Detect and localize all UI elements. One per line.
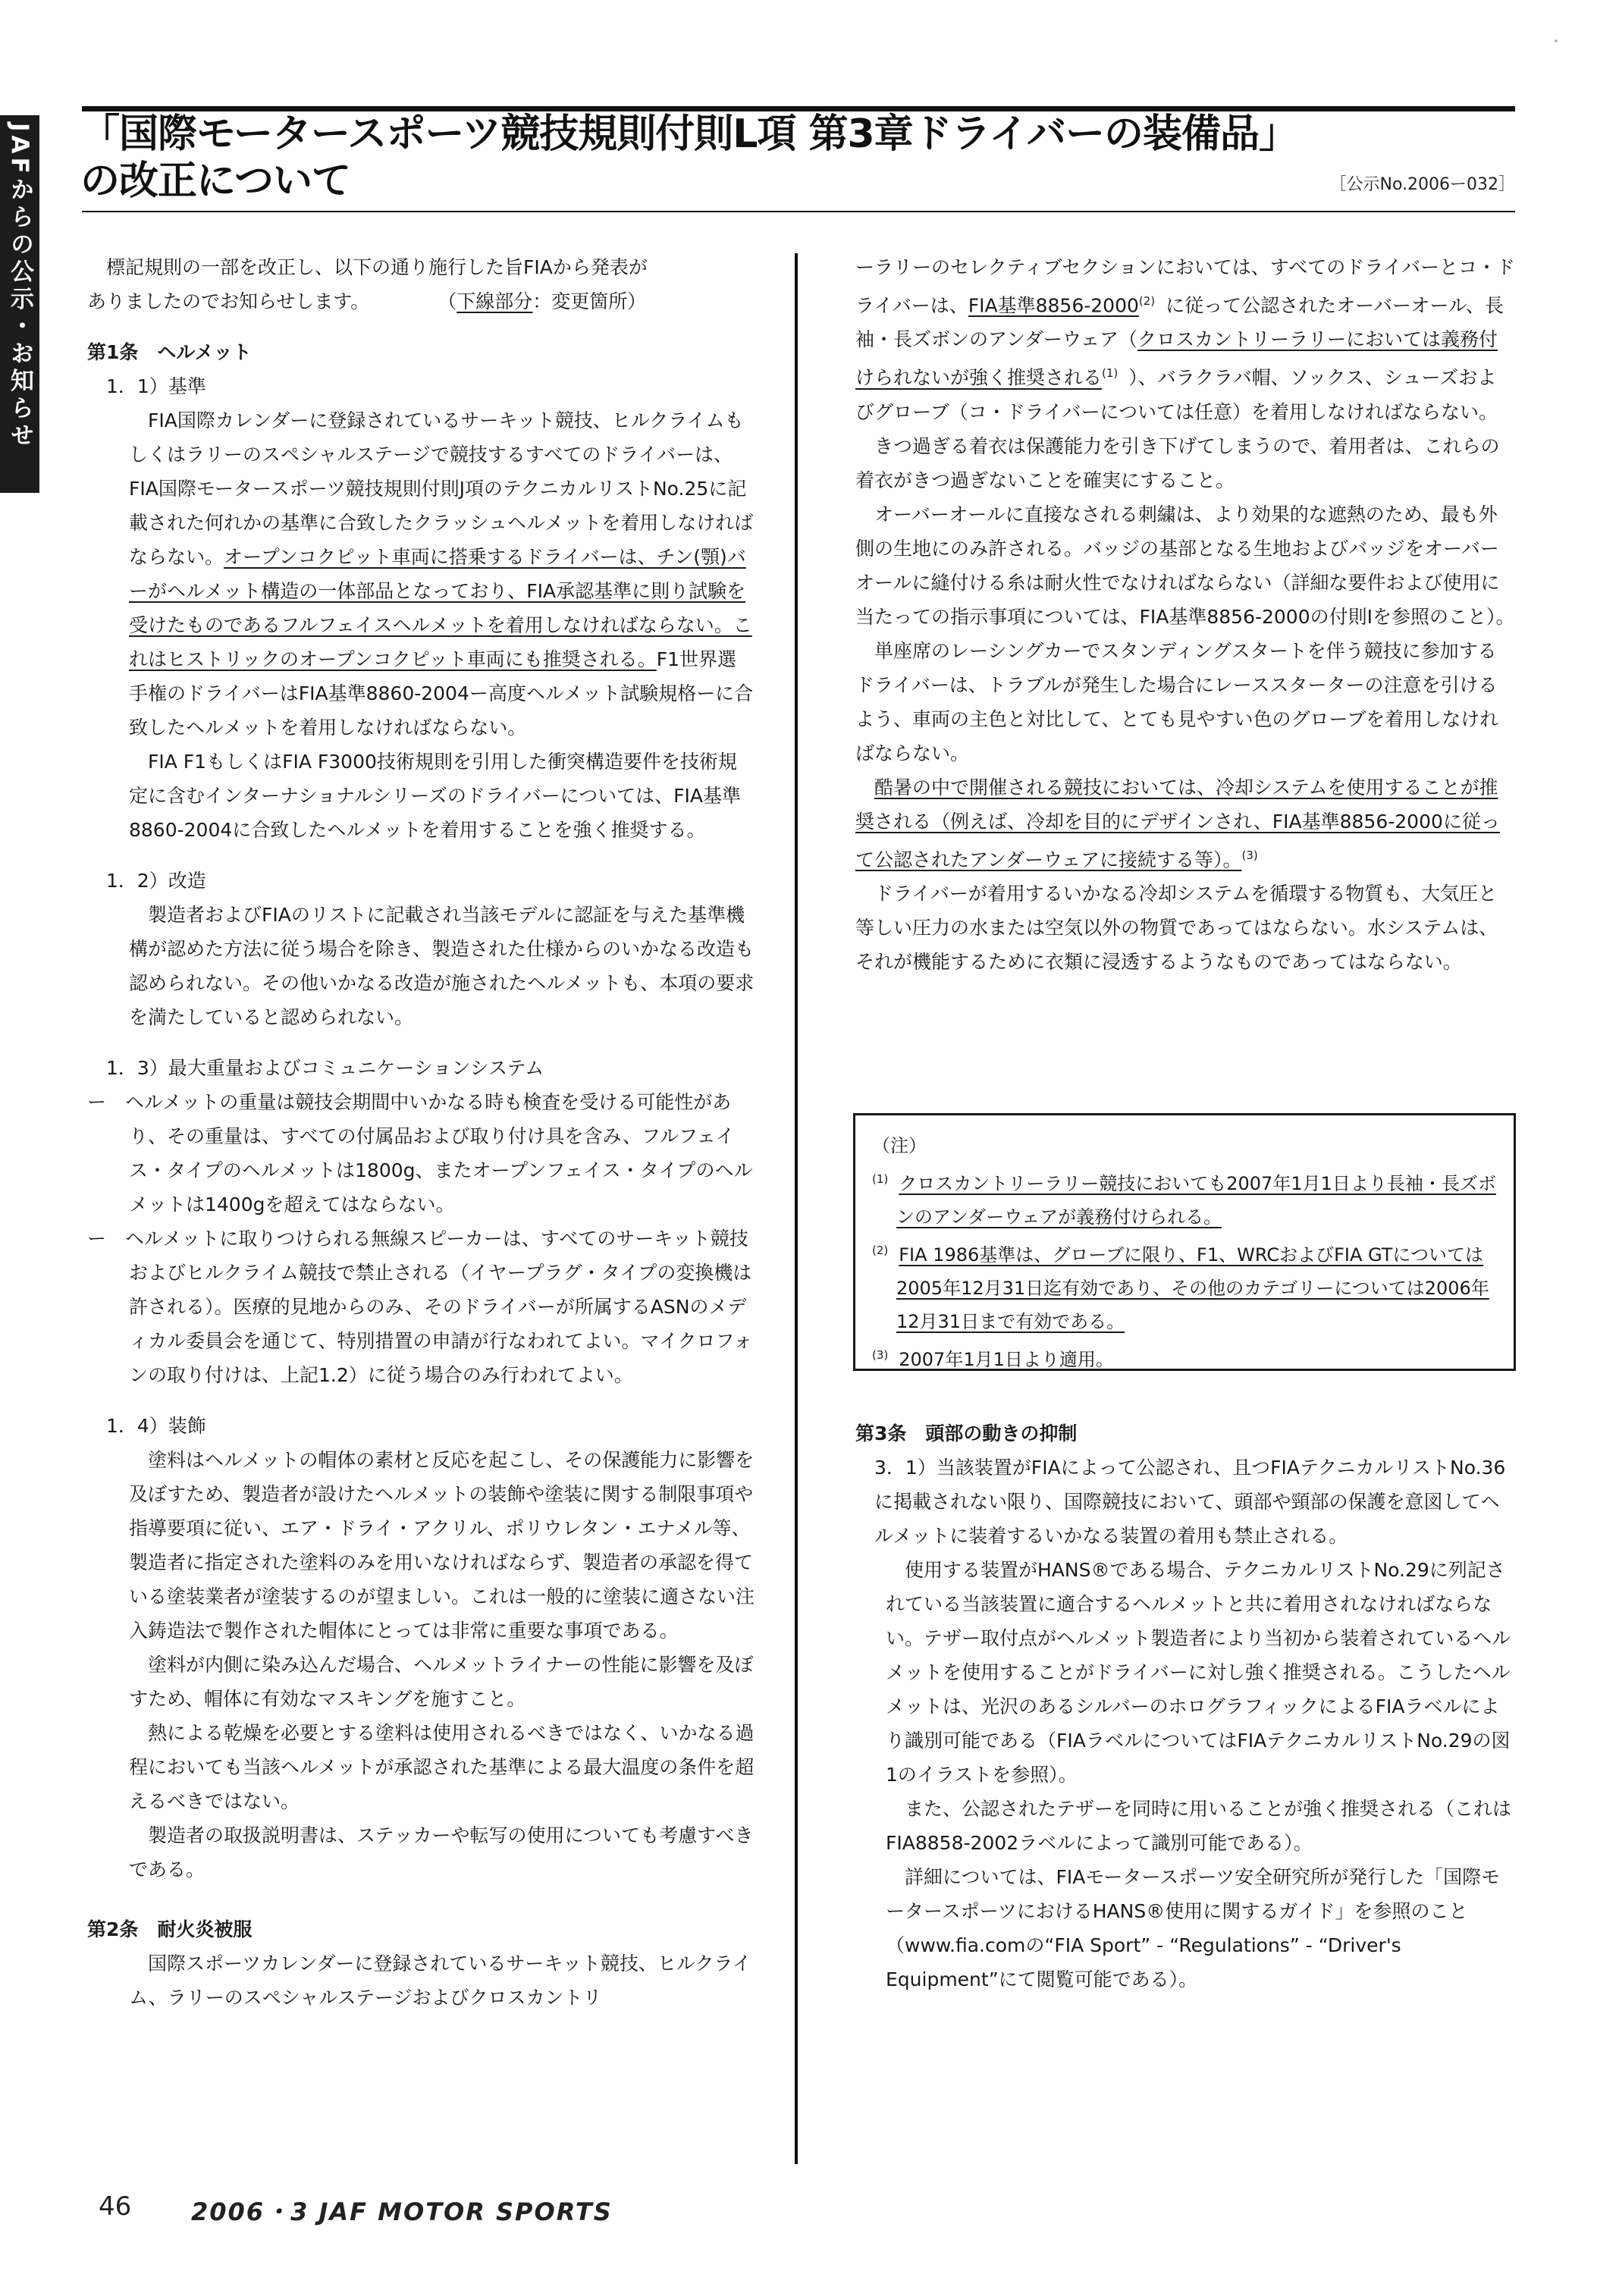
notes-title: （注）: [872, 1135, 927, 1156]
article1-heading: 第1条 ヘルメット: [87, 341, 252, 363]
underline-legend: 下線部分: [457, 290, 533, 312]
article3-paragraph3: また、公認されたテザーを同時に用いることが強く推奨される（これはFIA8858-2002ラベルによって識別可能である）。: [886, 1798, 1512, 1854]
section-1-4-heading: 1．4）装飾: [106, 1415, 206, 1437]
section-1-2-paragraph: 製造者およびFIAのリストに記載され当該モデルに認証を与えた基準機構が認めた方法に従う場合を除き、製造された仕様からのいかなる改造も認められない。その他いかなる改造が施されたヘルメットも、本項の要求を満たしていると認められない。: [129, 904, 755, 1028]
page-title: [80, 111, 1521, 205]
note-item: $^{(1)}$ クロスカントリーラリー競技においても2007年1月1日より長袖・長ズボンのアンダーウェアが義務付けられる。: [872, 1172, 1496, 1228]
page-title-line2: の改正について: [80, 158, 350, 204]
notes-box: [853, 1113, 1516, 1371]
article2-paragraph5: 酷暑の中で開催される競技においては、冷却システムを使用することが推奨される（例えば、冷却を目的にデザインされ、FIA基準8856-2000に従って公認されたアンダーウェアに接続する等）。$^{(3)}$: [855, 776, 1500, 870]
article2-paragraph6: ドライバーが着用するいかなる冷却システムを循環する物質も、大気圧と等しい圧力の水または空気以外の物質であってはならない。水システムは、それが機能するために衣類に浸透するようなものであってはならない。: [855, 882, 1498, 973]
left-column: [87, 250, 755, 2015]
section-1-4-paragraph4: 製造者の取扱説明書は、ステッカーや転写の使用についても考慮すべきである。: [129, 1824, 754, 1880]
title-bottom-rule: [82, 211, 1515, 212]
section-1-1-paragraph2: FIA F1もしくはFIA F3000技術規則を引用した衝突構造要件を技術規定に含むインターナショナルシリーズのドライバーについては、FIA基準8860-2004に合致したヘルメットを着用することを強く推奨する。: [129, 751, 741, 841]
section-1-3-item2: ー ヘルメットに取りつけられる無線スピーカーは、すべてのサーキット競技およびヒルクライム競技で禁止される（イヤープラグ・タイプの変換機は許される）。医療的見地からのみ、そのドライバーが所属するASNのメディカル委員会を通じて、特別措置の申請が行なわれてよい。マイクロフォンの取り付けは、上記1.2）に従う場合のみ行われてよい。: [87, 1228, 753, 1386]
section-1-2-heading: 1．2）改造: [106, 870, 206, 892]
article3-paragraph4: 詳細については、FIAモータースポーツ安全研究所が発行した「国際モータースポーツにおけるHANS®使用に関するガイド」を参照のこと（www.fia.comの“FIA Sport” - “Regulations” - “Driver's Equipment”にて閲覧可能である）。: [886, 1866, 1501, 1990]
article2-paragraph2: きつ過ぎる着衣は保護能力を引き下げてしまうので、着用者は、これらの着衣がきつ過ぎないことを確実にすること。: [855, 434, 1500, 491]
article3-paragraph1: 3．1）当該装置がFIAによって公認され、且つFIAテクニカルリストNo.36に掲載されない限り、国際競技において、頭部や頸部の保護を意図してヘルメットに装着するいかなる装置の着用も禁止される。: [874, 1457, 1506, 1547]
note-item: $^{(3)}$ 2007年1月1日より適用。: [872, 1348, 1114, 1370]
section-1-3-heading: 1．3）最大重量およびコミュニケーションシステム: [106, 1057, 544, 1079]
notice-number: ［公示No.2006ー032］: [1329, 175, 1515, 194]
right-column-bottom: [855, 1416, 1515, 1996]
article2-paragraph1-cont: ーラリーのセレクティブセクションにおいては、すべてのドライバーとコ・ドライバーは、FIA基準8856-2000$^{(2)}$ に従って公認されたオーバーオール、長袖・長ズボンのアンダーウェア（クロスカントリーラリーにおいては義務付けられないが強く推奨される$^{(1)}$ ）、バラクラバ帽、ソックス、シューズおよびグローブ（コ・ドライバーについては任意）を着用しなければならない。: [855, 256, 1516, 423]
article2-paragraph3: オーバーオールに直接なされる刺繍は、より効果的な遮熱のため、最も外側の生地にのみ許される。バッジの基部となる生地およびバッジをオーバーオールに縫付ける糸は耐火性でなければならない（詳細な要件および使用に当たっての指示事項については、FIA基準8856-2000の付則Ⅰを参照のこと）。: [855, 503, 1515, 628]
article2-paragraph4: 単座席のレーシングカーでスタンディングスタートを伴う競技に参加するドライバーは、トラブルが発生した場合にレーススターターの注意を引けるよう、車両の主色と対比して、とても見やすい色のグローブを着用しなければならない。: [855, 639, 1499, 764]
scan-speck: [1555, 39, 1558, 42]
article2-paragraph1-start: 国際スポーツカレンダーに登録されているサーキット競技、ヒルクライム、ラリーのスペシャルステージおよびクロスカントリ: [129, 1953, 751, 2009]
section-1-1-paragraph1: FIA国際カレンダーに登録されているサーキット競技、ヒルクライムもしくはラリーのスペシャルステージで競技するすべてのドライバーは、FIA国際モータースポーツ競技規則付則J項のテクニカルリストNo.25に記載された何れかの基準に合致したクラッシュヘルメットを着用しなければならない。オープンコクピット車両に搭乗するドライバーは、チン(顎)バーがヘルメット構造の一体部品となっており、FIA承認基準に則り試験を受けたものであるフルフェイスヘルメットを着用しなければならない。これはヒストリックのオープンコクピット車両にも推奨される。F1世界選手権のドライバーはFIA基準8860-2004ー高度ヘルメット試験規格ーに合致したヘルメットを着用しなければならない。: [129, 409, 754, 739]
intro-line1: 標記規則の一部を改正し、以下の通り施行した旨FIAから発表が: [106, 256, 648, 278]
column-divider: [795, 253, 798, 2164]
note-item: $^{(2)}$ FIA 1986基準は、グローブに限り、F1、WRCおよびFIA GTについては2005年12月31日迄有効であり、その他のカテゴリーについては2006年12月31日まで有効である。: [872, 1244, 1489, 1332]
page-number: 46: [99, 2191, 132, 2222]
page-title-line1: 「国際モータースポーツ競技規則付則L項 第3章ドライバーの装備品」: [80, 111, 1298, 157]
section-1-4-paragraph2: 塗料が内側に染み込んだ場合、ヘルメットライナーの性能に影響を及ぼすため、帽体に有効なマスキングを施すこと。: [129, 1654, 754, 1710]
magazine-issue: 2006・3 JAF MOTOR SPORTS: [191, 2197, 613, 2226]
section-1-4-paragraph3: 熱による乾燥を必要とする塗料は使用されるべきではなく、いかなる過程においても当該ヘルメットが承認された基準による最大温度の条件を超えるべきではない。: [129, 1722, 755, 1812]
section-tab-label: JAFからの公示・お知らせ: [6, 123, 33, 450]
section-1-3-item1: ー ヘルメットの重量は競技会期間中いかなる時も検査を受ける可能性があり、その重量は、すべての付属品および取り付け具を含み、フルフェイス・タイプのヘルメットは1800g、またオープンフェイス・タイプのヘルメットは1400gを超えてはならない。: [87, 1091, 753, 1215]
article3-heading: 第3条 頭部の動きの抑制: [855, 1422, 1078, 1444]
section-1-4-paragraph1: 塗料はヘルメットの帽体の素材と反応を起こし、その保護能力に影響を及ぼすため、製造者が設けたヘルメットの装飾や塗装に関する制限事項や指導要項に従い、エア・ドライ・アクリル、ポリウレタン・エナメル等、製造者に指定された塗料のみを用いなければならず、製造者の承認を得ている塗装業者が塗装するのが望ましい。これは一般的に塗装に適さない注入鋳造法で製作された帽体にとっては非常に重要な事項である。: [129, 1449, 755, 1642]
right-column-top: [855, 250, 1515, 979]
section-1-1-heading: 1．1）基準: [106, 375, 206, 397]
article2-heading: 第2条 耐火炎被服: [87, 1918, 253, 1940]
article3-paragraph2: 使用する装置がHANS®である場合、テクニカルリストNo.29に列記されている当該装置に適合するヘルメットと共に着用されなければならない。テザー取付点がヘルメット製造者により当初から装着されているヘルメットを使用することがドライバーに対し強く推奨される。こうしたヘルメットは、光沢のあるシルバーのホログラフィックによるFIAラベルにより識別可能である（FIAラベルについてはFIAテクニカルリストNo.29の図1のイラストを参照）。: [886, 1559, 1511, 1786]
intro-line2: ありましたのでお知らせします。 （下線部分：変更箇所）: [87, 290, 647, 312]
